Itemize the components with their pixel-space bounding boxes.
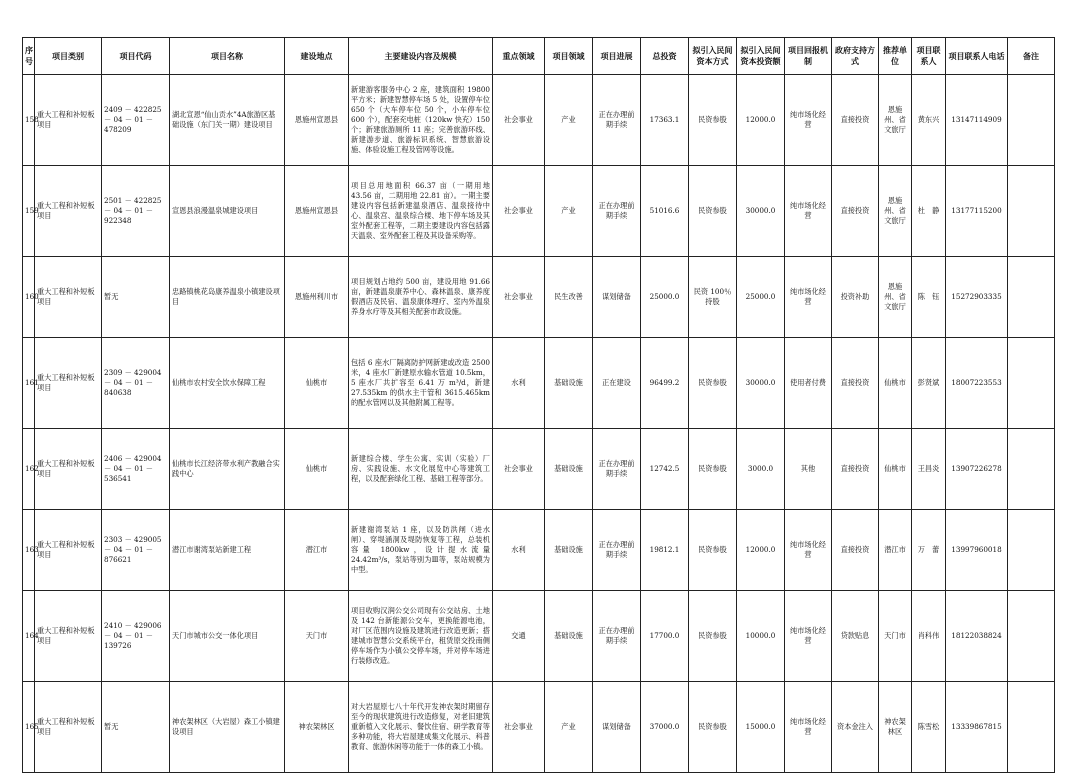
private-capital-method-cell: 民资参股: [689, 75, 737, 166]
recommending-unit-cell: 仙桃市: [879, 338, 912, 429]
project-name-cell: 仙桃市长江经济带水利产教融合实践中心: [170, 429, 285, 510]
project-domain-cell: 产业: [545, 682, 593, 773]
project-code-cell: 2406 － 429004 － 04 － 01 － 536541: [102, 429, 170, 510]
project-domain-cell: 产业: [545, 166, 593, 257]
project-table-sheet: [22, 37, 1054, 773]
project-category-cell: 重大工程和补短板项目: [35, 429, 102, 510]
private-capital-method-cell: 民资 100％持股: [689, 257, 737, 338]
project-progress-cell: 正在建设: [593, 338, 641, 429]
project-domain-cell: 基础设施: [545, 429, 593, 510]
project-table: [22, 37, 1055, 773]
table-row: [23, 429, 1055, 510]
row-number-cell: 158: [23, 75, 35, 166]
contact-person-cell: 彭贤斌: [912, 338, 946, 429]
project-progress-cell: 正在办理前期手续: [593, 75, 641, 166]
table-body: [23, 75, 1055, 773]
project-progress-cell: 正在办理前期手续: [593, 510, 641, 591]
construction-scale-cell: 项目总用地面积 66.37 亩（一期用地 43.56 亩，二期用地 22.81 亩）。一期主要建设内容包括新建温泉酒店、温泉接待中心、温泉宫、温泉综合楼、地下停车场及其室外配套工程等，二期主要建设内容包括露天温泉、室外配套工程及其设备采购等。: [349, 166, 493, 257]
column-header: 项目联系人: [912, 38, 946, 75]
remarks-cell: [1008, 75, 1055, 166]
column-header: 项目领域: [545, 38, 593, 75]
recommending-unit-cell: 恩施州、省文旅厅: [879, 75, 912, 166]
project-name-cell: 天门市城市公交一体化项目: [170, 591, 285, 682]
construction-scale-cell: 项目收购汉润公交公司现有公交站房、土地及 142 台新能源公交车，更换能源电池，对厂区范围内设施及建筑进行改造更新；搭建城市智慧公交系统平台，租赁原交投南侧停车场作为小镇公交停车场，并对停车场进行装修改造。: [349, 591, 493, 682]
return-mechanism-cell: 纯市场化经营: [785, 510, 832, 591]
row-number-cell: 162: [23, 429, 35, 510]
column-header: 项目进展: [593, 38, 641, 75]
government-support-cell: 资本金注入: [832, 682, 879, 773]
project-code-cell: 2409 － 422825 － 04 － 01 － 478209: [102, 75, 170, 166]
private-capital-amount-cell: 12000.0: [737, 75, 785, 166]
recommending-unit-cell: 潜江市: [879, 510, 912, 591]
table-row: [23, 166, 1055, 257]
private-capital-amount-cell: 3000.0: [737, 429, 785, 510]
construction-scale-cell: 新建谢湾泵站 1 座，以及防洪闸（进水闸）、穿堤涵洞及堤防恢复等工程，总装机容量 1800kw，设计提水流量 24.42m³/s，泵站等别为Ⅲ等，泵站规模为中型。: [349, 510, 493, 591]
construction-scale-cell: 新建综合楼、学生公寓、实训（实验）厂房、实践设施、水文化展览中心等建筑工程，以及配套绿化工程、基础工程等部分。: [349, 429, 493, 510]
column-header: 重点领域: [493, 38, 545, 75]
remarks-cell: [1008, 682, 1055, 773]
project-name-cell: 神农架林区（大岩屋）森工小镇建设项目: [170, 682, 285, 773]
project-category-cell: 重大工程和补短板项目: [35, 510, 102, 591]
column-header: 拟引入民间资本投资额: [737, 38, 785, 75]
build-location-cell: 天门市: [285, 591, 349, 682]
build-location-cell: 恩施州宣恩县: [285, 166, 349, 257]
private-capital-method-cell: 民资参股: [689, 338, 737, 429]
recommending-unit-cell: 神农架林区: [879, 682, 912, 773]
total-investment-cell: 25000.0: [641, 257, 689, 338]
project-progress-cell: 谋划储备: [593, 682, 641, 773]
government-support-cell: 贷款贴息: [832, 591, 879, 682]
contact-phone-cell: 15272903335: [946, 257, 1008, 338]
return-mechanism-cell: 使用者付费: [785, 338, 832, 429]
private-capital-method-cell: 民资参股: [689, 591, 737, 682]
column-header: 拟引入民间资本方式: [689, 38, 737, 75]
contact-person-cell: 陈 钰: [912, 257, 946, 338]
recommending-unit-cell: 恩施州、省文旅厅: [879, 257, 912, 338]
column-header: 总投资: [641, 38, 689, 75]
column-header: 项目名称: [170, 38, 285, 75]
project-code-cell: 2501 － 422825 － 04 － 01 － 922348: [102, 166, 170, 257]
column-header: 项目类别: [35, 38, 102, 75]
remarks-cell: [1008, 591, 1055, 682]
remarks-cell: [1008, 166, 1055, 257]
project-code-cell: 暂无: [102, 257, 170, 338]
column-header: 项目代码: [102, 38, 170, 75]
contact-person-cell: 万 蕾: [912, 510, 946, 591]
key-field-cell: 社会事业: [493, 75, 545, 166]
column-header: 建设地点: [285, 38, 349, 75]
construction-scale-cell: 对大岩屋原七八十年代开发神农架时期留存至今的现状建筑进行改造修复，对老旧建筑重新植入文化展示、餐饮住宿、研学教育等多种功能，将大岩屋建成集文化展示、科普教育、旅游休闲等功能于一体的森工小镇。: [349, 682, 493, 773]
private-capital-amount-cell: 30000.0: [737, 166, 785, 257]
key-field-cell: 水利: [493, 510, 545, 591]
project-domain-cell: 基础设施: [545, 591, 593, 682]
table-row: [23, 75, 1055, 166]
government-support-cell: 直接投资: [832, 510, 879, 591]
private-capital-method-cell: 民资参股: [689, 682, 737, 773]
private-capital-amount-cell: 10000.0: [737, 591, 785, 682]
build-location-cell: 恩施州宣恩县: [285, 75, 349, 166]
row-number-cell: 165: [23, 682, 35, 773]
return-mechanism-cell: 纯市场化经营: [785, 591, 832, 682]
key-field-cell: 社会事业: [493, 682, 545, 773]
private-capital-method-cell: 民资参股: [689, 429, 737, 510]
project-code-cell: 2309 － 429004 － 04 － 01 － 840638: [102, 338, 170, 429]
table-row: [23, 591, 1055, 682]
return-mechanism-cell: 纯市场化经营: [785, 75, 832, 166]
contact-phone-cell: 13907226278: [946, 429, 1008, 510]
project-domain-cell: 产业: [545, 75, 593, 166]
project-name-cell: 湖北宣恩“仙山贡水”4A旅游区基础设施（东门关一期）建设项目: [170, 75, 285, 166]
total-investment-cell: 96499.2: [641, 338, 689, 429]
project-category-cell: 重大工程和补短板项目: [35, 75, 102, 166]
key-field-cell: 水利: [493, 338, 545, 429]
row-number-cell: 164: [23, 591, 35, 682]
total-investment-cell: 17700.0: [641, 591, 689, 682]
project-name-cell: 潜江市谢湾泵站新建工程: [170, 510, 285, 591]
row-number-cell: 159: [23, 166, 35, 257]
column-header: 备注: [1008, 38, 1055, 75]
private-capital-amount-cell: 12000.0: [737, 510, 785, 591]
recommending-unit-cell: 恩施州、省文旅厅: [879, 166, 912, 257]
table-row: [23, 338, 1055, 429]
key-field-cell: 社会事业: [493, 429, 545, 510]
contact-phone-cell: 13339867815: [946, 682, 1008, 773]
contact-person-cell: 杜 静: [912, 166, 946, 257]
remarks-cell: [1008, 510, 1055, 591]
total-investment-cell: 37000.0: [641, 682, 689, 773]
column-header: 项目联系人电话: [946, 38, 1008, 75]
private-capital-amount-cell: 25000.0: [737, 257, 785, 338]
total-investment-cell: 51016.6: [641, 166, 689, 257]
government-support-cell: 直接投资: [832, 166, 879, 257]
column-header: 项目回报机制: [785, 38, 832, 75]
return-mechanism-cell: 纯市场化经营: [785, 257, 832, 338]
project-code-cell: 暂无: [102, 682, 170, 773]
row-number-cell: 163: [23, 510, 35, 591]
private-capital-method-cell: 民资参股: [689, 166, 737, 257]
contact-phone-cell: 13177115200: [946, 166, 1008, 257]
remarks-cell: [1008, 257, 1055, 338]
recommending-unit-cell: 天门市: [879, 591, 912, 682]
total-investment-cell: 12742.5: [641, 429, 689, 510]
construction-scale-cell: 项目规划占地约 500 亩，建设用地 91.66 亩，新建温泉康养中心、森林温泉、康养度假酒店及民宿、温泉康体理疗、室内外温泉养身水疗等及其相关配套市政设施。: [349, 257, 493, 338]
project-category-cell: 重大工程和补短板项目: [35, 257, 102, 338]
project-code-cell: 2410 － 429006 － 04 － 01 － 139726: [102, 591, 170, 682]
project-progress-cell: 正在办理前期手续: [593, 166, 641, 257]
column-header: 主要建设内容及规模: [349, 38, 493, 75]
column-header: 政府支持方式: [832, 38, 879, 75]
project-category-cell: 重大工程和补短板项目: [35, 166, 102, 257]
contact-phone-cell: 13997960018: [946, 510, 1008, 591]
private-capital-amount-cell: 15000.0: [737, 682, 785, 773]
row-number-cell: 160: [23, 257, 35, 338]
recommending-unit-cell: 仙桃市: [879, 429, 912, 510]
contact-person-cell: 王昌炎: [912, 429, 946, 510]
row-number-cell: 161: [23, 338, 35, 429]
government-support-cell: 直接投资: [832, 75, 879, 166]
build-location-cell: 仙桃市: [285, 338, 349, 429]
return-mechanism-cell: 其他: [785, 429, 832, 510]
construction-scale-cell: 包括 6 座水厂隔离防护网新建或改造 2500 米，4 座水厂新建原水输水管道 10.5km，5 座水厂共扩容至 6.41 万 m³/d，新建 27.535km 的供水主干管和 3615.465km 的配水管网以及其他附属工程等。: [349, 338, 493, 429]
government-support-cell: 直接投资: [832, 429, 879, 510]
remarks-cell: [1008, 429, 1055, 510]
project-category-cell: 重大工程和补短板项目: [35, 338, 102, 429]
contact-person-cell: 黄东兴: [912, 75, 946, 166]
project-domain-cell: 基础设施: [545, 510, 593, 591]
table-header-row: [23, 38, 1055, 75]
private-capital-method-cell: 民资参股: [689, 510, 737, 591]
project-category-cell: 重大工程和补短板项目: [35, 682, 102, 773]
key-field-cell: 社会事业: [493, 257, 545, 338]
build-location-cell: 神农架林区: [285, 682, 349, 773]
return-mechanism-cell: 纯市场化经营: [785, 166, 832, 257]
project-progress-cell: 谋划储备: [593, 257, 641, 338]
total-investment-cell: 19812.1: [641, 510, 689, 591]
remarks-cell: [1008, 338, 1055, 429]
contact-phone-cell: 18122038824: [946, 591, 1008, 682]
project-progress-cell: 正在办理前期手续: [593, 591, 641, 682]
contact-person-cell: 肖科伟: [912, 591, 946, 682]
key-field-cell: 社会事业: [493, 166, 545, 257]
contact-person-cell: 陈雪松: [912, 682, 946, 773]
project-progress-cell: 正在办理前期手续: [593, 429, 641, 510]
contact-phone-cell: 18007223553: [946, 338, 1008, 429]
project-domain-cell: 民生改善: [545, 257, 593, 338]
total-investment-cell: 17363.1: [641, 75, 689, 166]
table-row: [23, 682, 1055, 773]
contact-phone-cell: 13147114909: [946, 75, 1008, 166]
project-code-cell: 2303 － 429005 － 04 － 01 － 876621: [102, 510, 170, 591]
table-row: [23, 257, 1055, 338]
column-header: 推荐单位: [879, 38, 912, 75]
project-name-cell: 仙桃市农村安全饮水保障工程: [170, 338, 285, 429]
build-location-cell: 恩施州利川市: [285, 257, 349, 338]
construction-scale-cell: 新建游客服务中心 2 座，建筑面积 19800 平方米；新建智慧停车场 5 处，设置停车位 650 个（大车停车位 50 个，小车停车位 600 个），配套充电桩（120kw 快充）150 个；新建旅游厕所 11 座；完善旅游环线、新建游步道、旅游标识系统、智慧旅游设施、体验设施工程及管网等设施。: [349, 75, 493, 166]
project-domain-cell: 基础设施: [545, 338, 593, 429]
government-support-cell: 投资补助: [832, 257, 879, 338]
project-name-cell: 忠路镇桃花岛康养温泉小镇建设项目: [170, 257, 285, 338]
government-support-cell: 直接投资: [832, 338, 879, 429]
table-row: [23, 510, 1055, 591]
project-name-cell: 宣恩县浪漫温泉城建设项目: [170, 166, 285, 257]
key-field-cell: 交通: [493, 591, 545, 682]
private-capital-amount-cell: 30000.0: [737, 338, 785, 429]
return-mechanism-cell: 纯市场化经营: [785, 682, 832, 773]
build-location-cell: 仙桃市: [285, 429, 349, 510]
project-category-cell: 重大工程和补短板项目: [35, 591, 102, 682]
build-location-cell: 潜江市: [285, 510, 349, 591]
column-header: 序号: [23, 38, 35, 75]
